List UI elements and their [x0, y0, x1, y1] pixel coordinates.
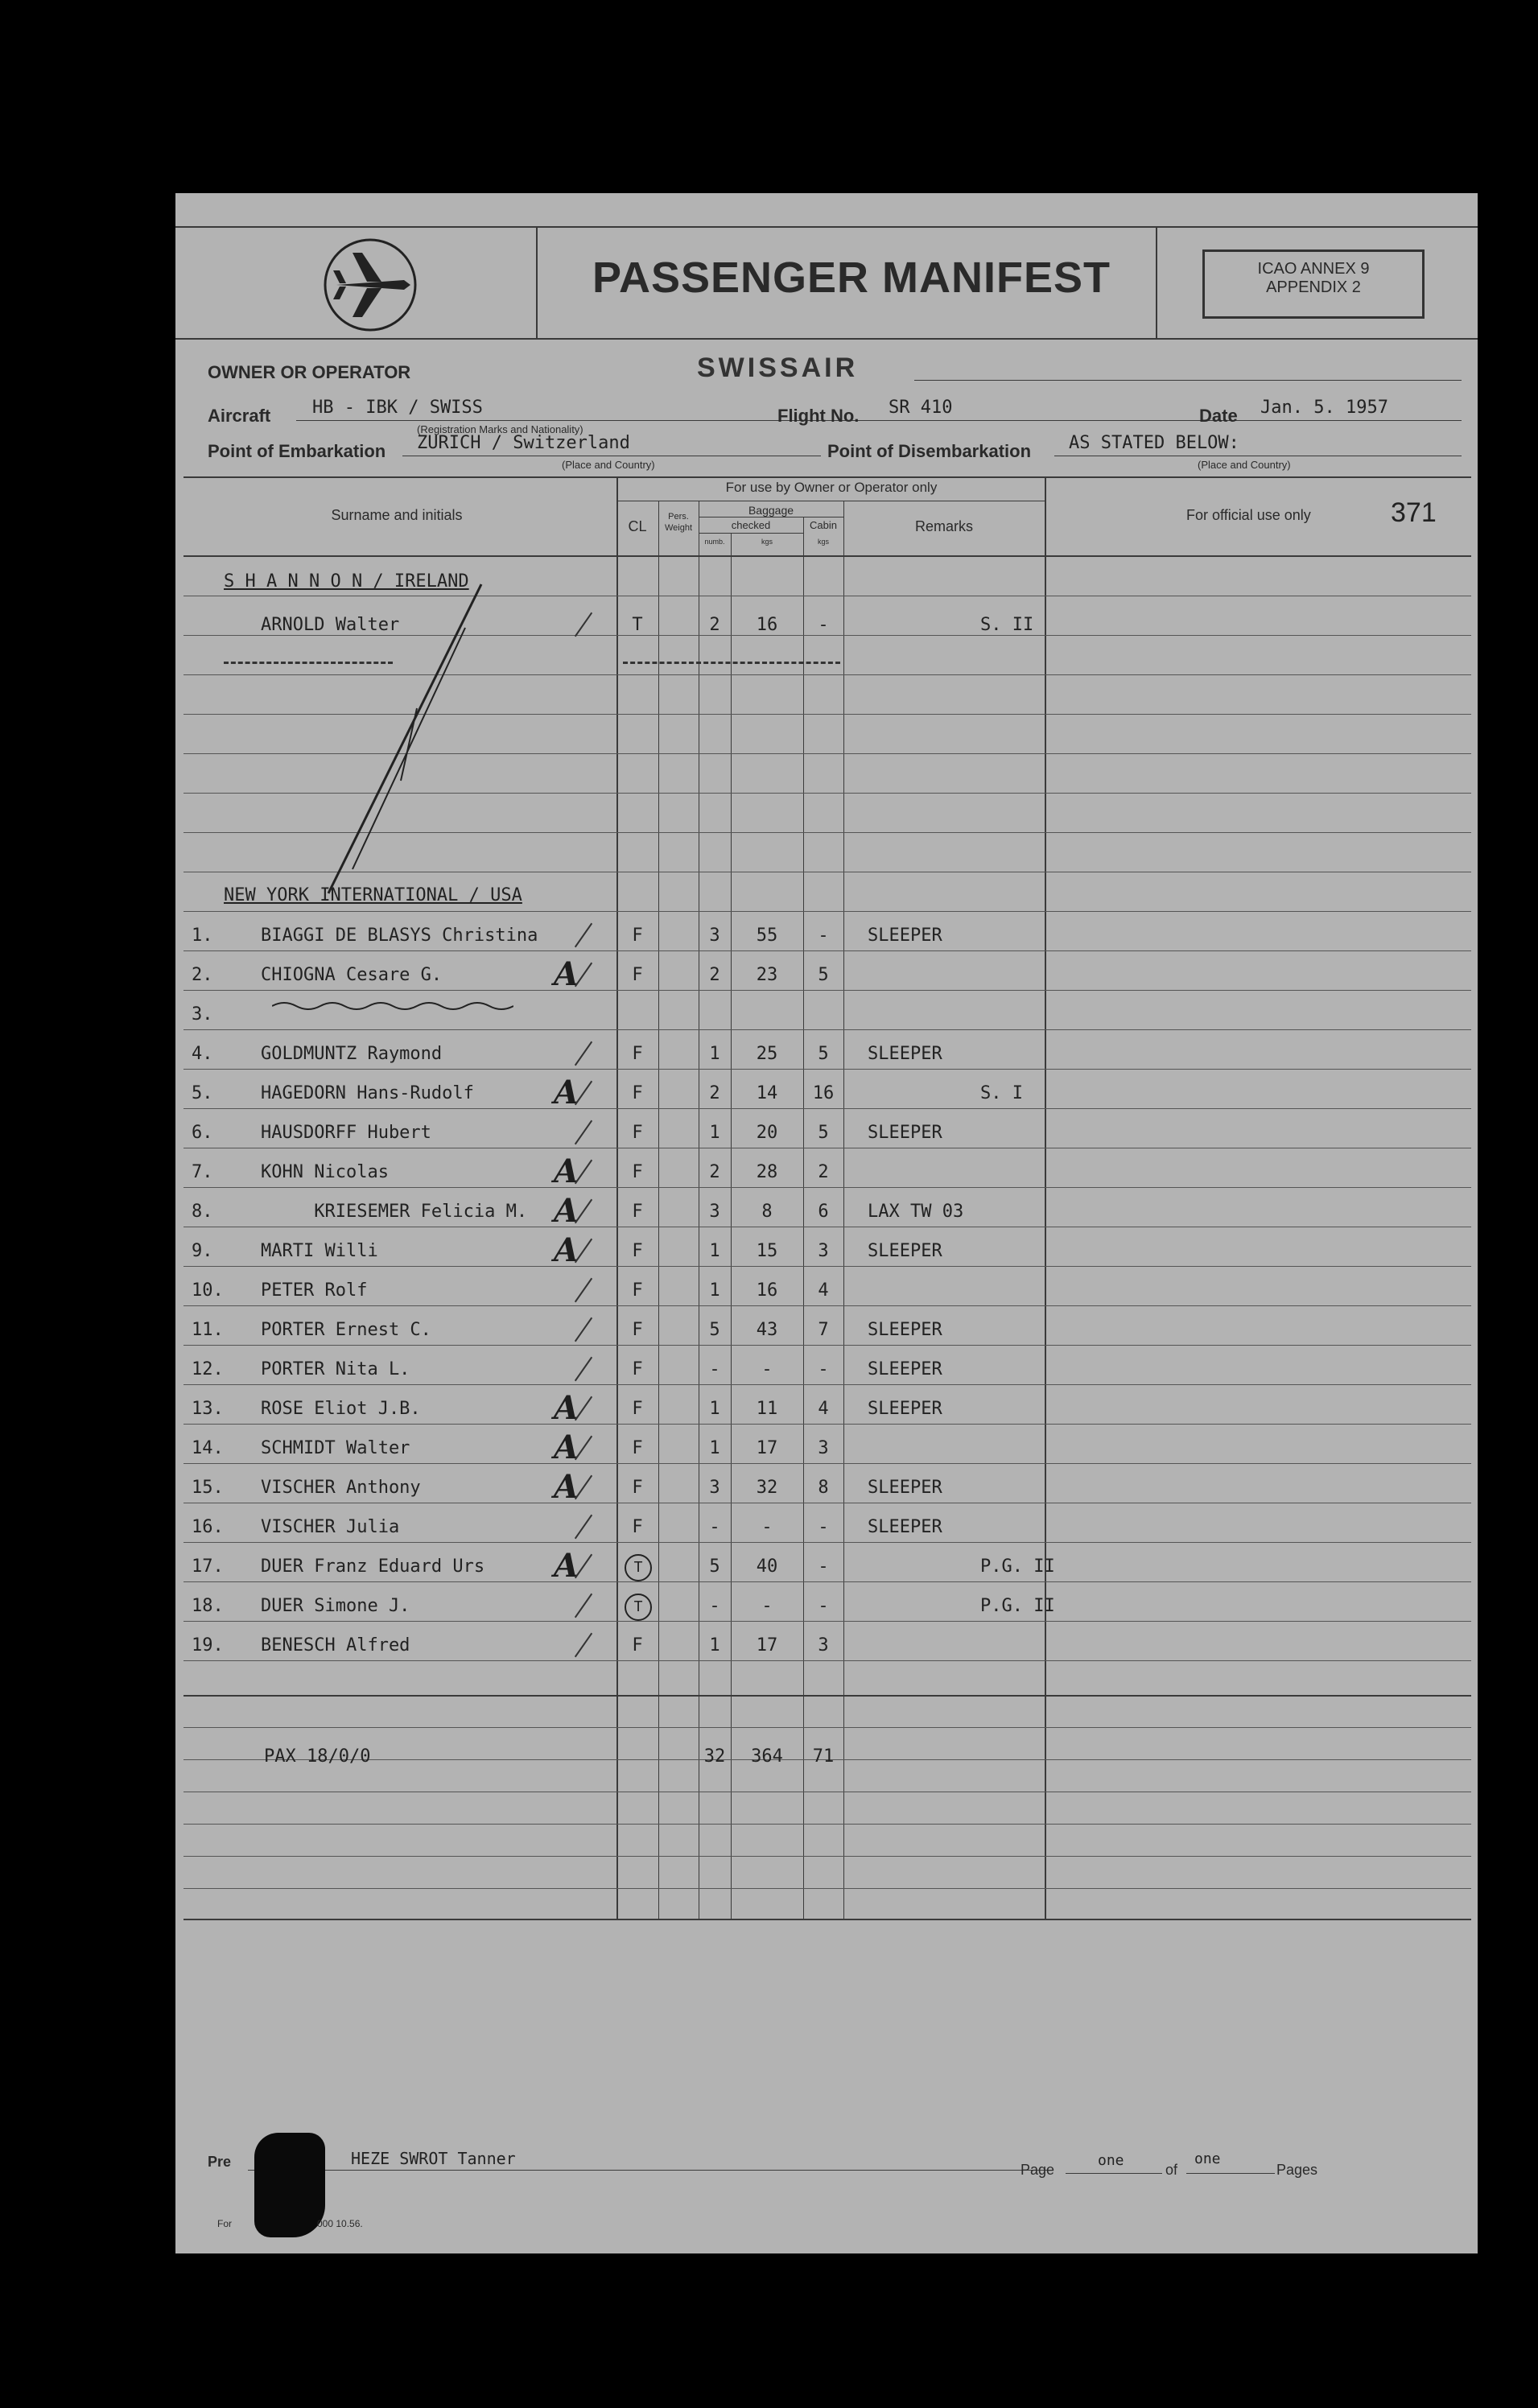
row-number: 15. [192, 1478, 224, 1498]
cabin-cell: 3 [818, 1635, 829, 1656]
date-value: Jan. 5. 1957 [1260, 398, 1388, 418]
remarks-cell: SLEEPER [868, 1123, 942, 1143]
ruled-line [183, 1345, 1471, 1346]
passenger-name: VISCHER Anthony [261, 1478, 421, 1498]
cabin-cell: 6 [818, 1202, 829, 1222]
pcs-heading: numb. [704, 538, 725, 546]
surname-heading: Surname and initials [331, 507, 463, 523]
cabin-cell: 2 [818, 1162, 829, 1182]
owner-value: SWISSAIR [697, 353, 859, 383]
passenger-name: MARTI Willi [261, 1241, 378, 1261]
col-rule-kgs [731, 533, 732, 1919]
passenger-name: PETER Rolf [261, 1280, 368, 1301]
passenger-name: ARNOLD Walter [261, 615, 400, 635]
kgs-cell: 20 [756, 1123, 778, 1143]
hand-mark: A [554, 1389, 579, 1427]
row-number: 7. [192, 1162, 213, 1182]
cabin-cell: 8 [818, 1478, 829, 1498]
class-cell: F [632, 926, 643, 946]
baggage-heading: Baggage [748, 504, 794, 517]
pcs-cell: 3 [709, 1478, 720, 1498]
pcs-cell: 1 [709, 1635, 720, 1656]
disembarkation-label: Point of Disembarkation [827, 441, 1032, 461]
page-label: Page [1021, 2162, 1055, 2178]
tick-mark [575, 1317, 592, 1342]
ruled-line [183, 1660, 1471, 1661]
header-bottom-rule [175, 338, 1478, 340]
redaction-blot [254, 2133, 325, 2237]
row-number: 1. [192, 926, 213, 946]
pcs-cell: 2 [709, 615, 720, 635]
form-label: For [217, 2218, 232, 2229]
pcs-cell: 2 [709, 1162, 720, 1182]
ruled-line [183, 1727, 1471, 1728]
pcs-cell: 3 [709, 926, 720, 946]
tick-mark [575, 1357, 592, 1382]
passenger-name: KOHN Nicolas [261, 1162, 389, 1182]
prepared-underline [248, 2170, 1053, 2171]
pages-label: Pages [1276, 2162, 1318, 2178]
hand-mark: A [554, 1231, 579, 1269]
ruled-line [183, 1029, 1471, 1030]
class-cell: F [632, 1280, 643, 1301]
cabin-cell: 3 [818, 1438, 829, 1458]
class-cell: F [632, 1635, 643, 1656]
class-cell: F [632, 1162, 643, 1182]
kgs-cell: 11 [756, 1399, 778, 1419]
remarks-cell: SLEEPER [868, 1241, 942, 1261]
page-value: one [1098, 2152, 1124, 2169]
passenger-name: GOLDMUNTZ Raymond [261, 1044, 443, 1064]
class-cell: F [632, 1478, 643, 1498]
cabin-cell: 4 [818, 1280, 829, 1301]
row-number: 5. [192, 1083, 213, 1103]
prepared-value: HEZE SWROT Tanner [351, 2149, 516, 2168]
ruled-line [183, 1463, 1471, 1464]
class-cell: F [632, 1044, 643, 1064]
passenger-name: SCHMIDT Walter [261, 1438, 410, 1458]
class-cell: F [632, 1123, 643, 1143]
passenger-name: KRIESEMER Felicia M. [261, 1202, 528, 1222]
kgs-cell: 23 [756, 965, 778, 985]
kgs-heading: kgs [761, 538, 773, 546]
row-number: 2. [192, 965, 213, 985]
cabin-kgs-heading: kgs [817, 538, 829, 546]
totals-label: PAX 18/0/0 [264, 1746, 371, 1767]
kgs-cell: 16 [756, 1280, 778, 1301]
aircraft-label: Aircraft [208, 406, 271, 426]
passenger-name: DUER Simone J. [261, 1596, 410, 1616]
class-cell: F [632, 1359, 643, 1379]
cabin-cell: - [818, 1517, 829, 1537]
cabin-cell: 5 [818, 1044, 829, 1064]
pcs-cell: - [709, 1517, 720, 1537]
class-cell: F [632, 1517, 643, 1537]
hand-mark: A [554, 1429, 579, 1466]
kgs-cell: 55 [756, 926, 778, 946]
ruled-line [183, 1542, 1471, 1543]
date-label: Date [1199, 406, 1238, 426]
kgs-cell: - [761, 1359, 773, 1379]
row-number: 18. [192, 1596, 224, 1616]
row-number: 4. [192, 1044, 213, 1064]
pcs-cell: 1 [709, 1044, 720, 1064]
pers-weight-heading-1: Pers. [668, 512, 689, 522]
cabin-cell: 5 [818, 1123, 829, 1143]
hand-mark: A [554, 1468, 579, 1506]
totals-cabin: 71 [812, 1746, 835, 1767]
kgs-cell: 32 [756, 1478, 778, 1498]
row-number: 16. [192, 1517, 224, 1537]
airline-logo-icon [320, 238, 425, 335]
date-underline [1246, 420, 1462, 421]
class-cell: F [632, 1241, 643, 1261]
flight-value: SR 410 [889, 398, 953, 418]
pcs-cell: 1 [709, 1241, 720, 1261]
pcs-cell: - [709, 1359, 720, 1379]
kgs-cell: 40 [756, 1557, 778, 1577]
tick-mark [575, 1515, 592, 1540]
passenger-name: HAGEDORN Hans-Rudolf [261, 1083, 474, 1103]
pcs-cell: 1 [709, 1280, 720, 1301]
passenger-name: PORTER Ernest C. [261, 1320, 431, 1340]
row-number: 11. [192, 1320, 224, 1340]
row-number: 8. [192, 1202, 213, 1222]
page-title: PASSENGER MANIFEST [592, 254, 1111, 302]
row-number: 19. [192, 1635, 224, 1656]
class-cell: T [625, 1554, 652, 1581]
kgs-cell: 14 [756, 1083, 778, 1103]
cabin-cell: 5 [818, 965, 829, 985]
header-divider-right [1156, 226, 1157, 340]
row-number: 12. [192, 1359, 224, 1379]
cabin-cell: - [818, 1596, 829, 1616]
cabin-cell: - [818, 1359, 829, 1379]
row-number: 10. [192, 1280, 224, 1301]
hand-mark: A [554, 1192, 579, 1230]
embarkation-value: ZURICH / Switzerland [417, 433, 630, 453]
col-rule-cl [616, 476, 618, 1919]
pcs-cell: 5 [709, 1320, 720, 1340]
cabin-heading: Cabin [810, 519, 837, 531]
kgs-cell: 43 [756, 1320, 778, 1340]
row-number: 6. [192, 1123, 213, 1143]
table-header-bottom-rule [183, 555, 1471, 557]
page-underline [1066, 2173, 1162, 2174]
ruled-line [183, 1824, 1471, 1825]
ruled-line [183, 1581, 1471, 1582]
passenger-name: HAUSDORFF Hubert [261, 1123, 431, 1143]
passenger-name: BENESCH Alfred [261, 1635, 410, 1656]
pcs-cell: - [709, 1596, 720, 1616]
hand-mark: A [554, 1547, 579, 1585]
passenger-name: BIAGGI DE BLASYS Christina [261, 926, 538, 946]
section-new-york: NEW YORK INTERNATIONAL / USA [224, 885, 522, 905]
icao-line-1: ICAO ANNEX 9 [1257, 260, 1370, 278]
icao-line-2: APPENDIX 2 [1266, 278, 1361, 296]
class-cell: T [625, 1594, 652, 1621]
ruled-line [183, 911, 1471, 912]
kgs-cell: 17 [756, 1438, 778, 1458]
tick-mark [575, 1041, 592, 1066]
tick-mark [575, 1278, 592, 1303]
remarks-cell: LAX TW 03 [868, 1202, 964, 1222]
checked-rule [699, 533, 803, 534]
cabin-cell: 7 [818, 1320, 829, 1340]
list-end-rule [183, 1695, 1471, 1697]
row-number: 13. [192, 1399, 224, 1419]
kgs-cell: 25 [756, 1044, 778, 1064]
cabin-cell: - [818, 615, 829, 635]
remarks2-cell: S. I [980, 1083, 1023, 1103]
header-divider-left [536, 226, 538, 340]
disembarkation-value: AS STATED BELOW: [1069, 433, 1239, 453]
cabin-cell: 3 [818, 1241, 829, 1261]
class-cell: F [632, 965, 643, 985]
pcs-cell: 1 [709, 1399, 720, 1419]
class-cell: F [632, 1399, 643, 1419]
remarks-cell: SLEEPER [868, 1320, 942, 1340]
table-bottom-rule [183, 1919, 1471, 1920]
top-rule [175, 226, 1478, 228]
owner-underline [914, 380, 1462, 381]
kgs-cell: - [761, 1517, 773, 1537]
ruled-line [183, 1108, 1471, 1109]
totals-pcs: 32 [703, 1746, 726, 1767]
remarks2-cell: P.G. II [980, 1596, 1055, 1616]
remarks-cell: SLEEPER [868, 1478, 942, 1498]
tick-mark [575, 612, 592, 637]
icao-box [1202, 249, 1425, 319]
section-shannon: S H A N N O N / IRELAND [224, 571, 469, 592]
kgs-cell: - [761, 1596, 773, 1616]
remarks2-cell: S. II [980, 615, 1034, 635]
passenger-name: CHIOGNA Cesare G. [261, 965, 443, 985]
pcs-cell: 3 [709, 1202, 720, 1222]
checked-heading: checked [731, 519, 771, 531]
of-value: one [1194, 2150, 1221, 2167]
pcs-cell: 1 [709, 1438, 720, 1458]
official-use-heading: For official use only [1186, 507, 1311, 523]
kgs-cell: 16 [756, 615, 778, 635]
squiggle-mark [272, 998, 513, 1014]
aircraft-value: HB - IBK / SWISS [312, 398, 483, 418]
passenger-name: DUER Franz Eduard Urs [261, 1557, 485, 1577]
kgs-cell: 8 [761, 1202, 773, 1222]
pers-weight-heading-2: Weight [664, 523, 693, 533]
tick-mark [575, 1633, 592, 1658]
passenger-name: VISCHER Julia [261, 1517, 400, 1537]
remarks-cell: SLEEPER [868, 1399, 942, 1419]
ruled-line [183, 1888, 1471, 1889]
cabin-cell: 16 [812, 1083, 835, 1103]
pcs-cell: 2 [709, 1083, 720, 1103]
table-top-rule [183, 476, 1471, 478]
shannon-strike-rule-2 [623, 662, 840, 664]
tick-mark [575, 1120, 592, 1145]
class-cell: F [632, 1320, 643, 1340]
passenger-name: ROSE Eliot J.B. [261, 1399, 421, 1419]
ruled-line [183, 1856, 1471, 1857]
embarkation-place-note: (Place and Country) [562, 459, 655, 471]
shannon-strike-rule [224, 662, 393, 664]
class-cell: T [632, 615, 643, 635]
row-number: 3. [192, 1004, 213, 1025]
of-underline [1186, 2173, 1275, 2174]
row-number: 14. [192, 1438, 224, 1458]
prepared-label: Pre [208, 2154, 232, 2170]
ruled-line [183, 1384, 1471, 1385]
remarks-cell: SLEEPER [868, 926, 942, 946]
ruled-line [183, 1621, 1471, 1622]
cabin-cell: - [818, 1557, 829, 1577]
passenger-name: PORTER Nita L. [261, 1359, 410, 1379]
class-cell: F [632, 1202, 643, 1222]
embarkation-label: Point of Embarkation [208, 441, 386, 461]
cabin-cell: - [818, 926, 829, 946]
hand-mark: A [554, 1074, 579, 1111]
remarks-cell: SLEEPER [868, 1517, 942, 1537]
ruled-line [183, 1305, 1471, 1306]
hand-mark: A [554, 955, 579, 993]
remarks-heading: Remarks [914, 518, 973, 534]
remarks-cell: SLEEPER [868, 1359, 942, 1379]
hand-mark: A [554, 1152, 579, 1190]
pcs-cell: 2 [709, 965, 720, 985]
class-cell: F [632, 1083, 643, 1103]
ruled-line [183, 1069, 1471, 1070]
flight-label: Flight No. [777, 406, 860, 426]
ruled-line [183, 990, 1471, 991]
class-cell: F [632, 1438, 643, 1458]
row-number: 9. [192, 1241, 213, 1261]
pcs-cell: 5 [709, 1557, 720, 1577]
owner-label: OWNER OR OPERATOR [208, 362, 411, 382]
form-code: 000 10.56. [317, 2218, 363, 2229]
kgs-cell: 28 [756, 1162, 778, 1182]
operator-only-heading: For use by Owner or Operator only [725, 480, 938, 495]
pcs-cell: 1 [709, 1123, 720, 1143]
col-rule-official [1045, 476, 1046, 1919]
ruled-line [183, 1266, 1471, 1267]
disembarkation-place-note: (Place and Country) [1198, 459, 1291, 471]
registration-note: (Registration Marks and Nationality) [417, 423, 583, 435]
remarks2-cell: P.G. II [980, 1557, 1055, 1577]
class-heading: CL [628, 518, 647, 534]
ruled-line [183, 1187, 1471, 1188]
ruled-line [183, 950, 1471, 951]
tick-mark [575, 923, 592, 948]
totals-kgs: 364 [751, 1746, 783, 1767]
cabin-cell: 4 [818, 1399, 829, 1419]
remarks-cell: SLEEPER [868, 1044, 942, 1064]
manifest-sheet [175, 193, 1478, 2253]
row-number: 17. [192, 1557, 224, 1577]
official-number: 371 [1391, 497, 1437, 528]
kgs-cell: 17 [756, 1635, 778, 1656]
of-label: of [1165, 2162, 1178, 2178]
kgs-cell: 15 [756, 1241, 778, 1261]
ruled-line [183, 1424, 1471, 1425]
tick-mark [575, 1594, 592, 1618]
